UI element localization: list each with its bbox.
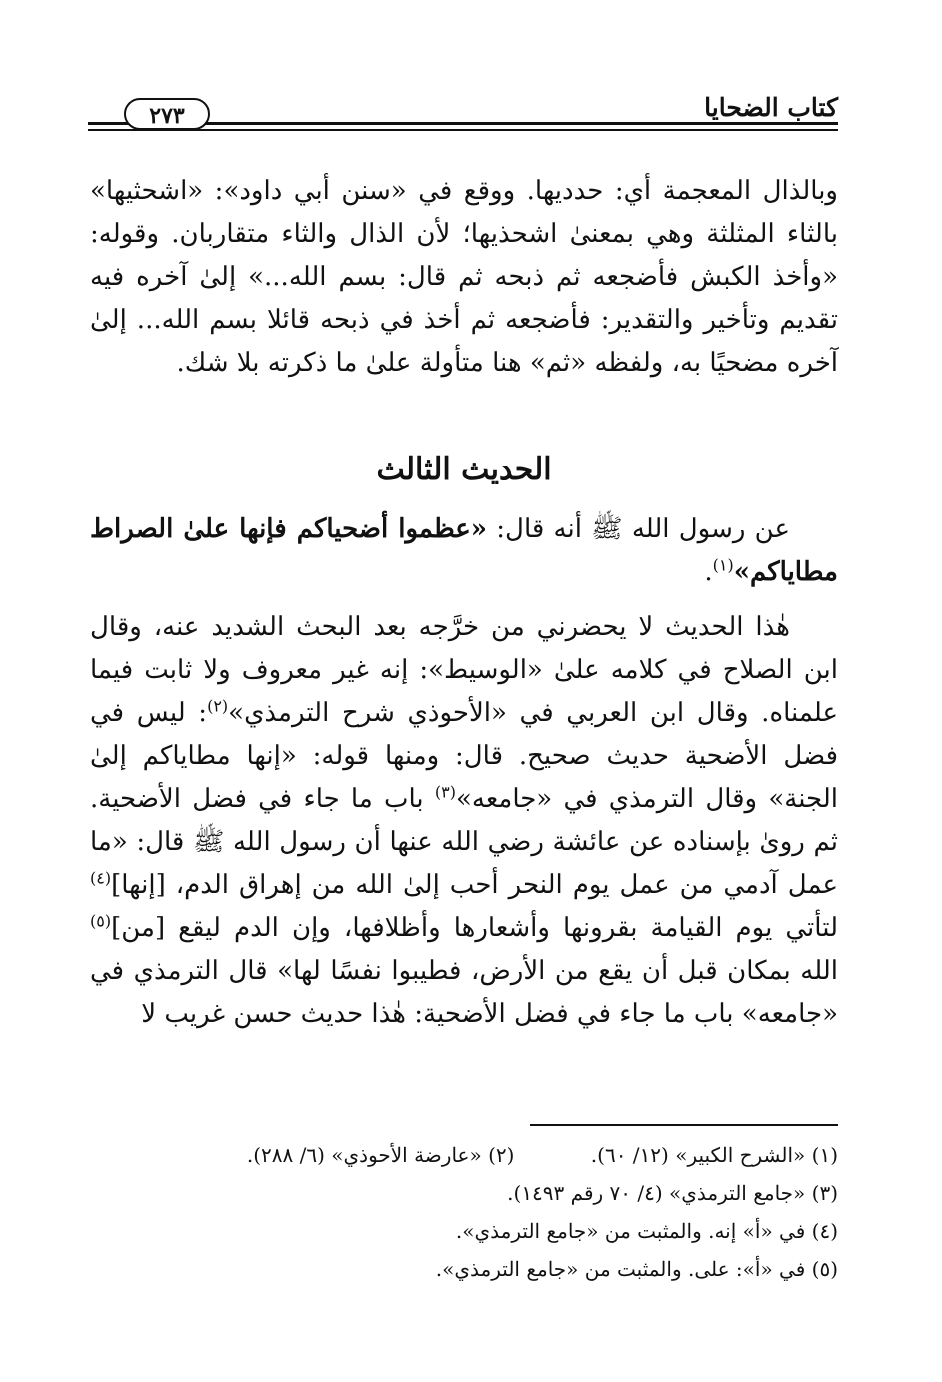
footnote-separator xyxy=(530,1124,838,1126)
footnote-ref-5: (٥) xyxy=(90,911,112,931)
footnote-ref-1: (١) xyxy=(712,555,734,575)
footnote-line-1-2 xyxy=(90,1136,838,1174)
paragraph-commentary xyxy=(90,606,838,1036)
section-heading: الحديث الثالث xyxy=(376,452,552,487)
footnotes xyxy=(90,1136,838,1288)
footnote-1: (١) «الشرح الكبير» (١٢/ ٦٠). xyxy=(590,1143,838,1167)
paragraph-hadith xyxy=(90,508,838,594)
paragraph-1: وبالذال المعجمة أي: حدديها. ووقع في «سنن أبي داود»: «اشحثيها» بالثاء المثلثة وهي بمعنىٰ اشحذيها؛ لأن الذال والثاء متقاربان. وقوله: «وأخذ الكبش فأضجعه ثم ذبحه ثم قال: بسم الله...» إلىٰ آخره فيه تقديم وتأخير والتقدير: فأضجعه ثم أخذ في ذبحه قائلا بسم الله... إلىٰ آخره مضحيًا به، ولفظه «ثم» هنا متأولة علىٰ ما ذكرته بلا شك. xyxy=(90,176,838,378)
commentary-part-d: لتأتي يوم القيامة بقرونها وأشعارها وأظلافها، وإن الدم ليقع [من] xyxy=(111,913,838,943)
commentary-part-c: باب ما جاء في فضل الأضحية. ثم روىٰ بإسناده عن عائشة رضي الله عنها أن رسول الله ﷺ قال: «ما عمل آدمي من عمل يوم النحر أحب إلىٰ الله من إهراق الدم، [إنها] xyxy=(90,784,838,900)
footnote-5: (٥) في «أ»: على. والمثبت من «جامع الترمذي». xyxy=(435,1257,838,1281)
hadith-text: «عظموا أضحياكم فإنها علىٰ الصراط مطاياكم» xyxy=(90,514,838,587)
hadith-end: . xyxy=(704,557,713,587)
footnote-ref-2: (٢) xyxy=(207,696,229,716)
footnote-3: (٣) «جامع الترمذي» (٤/ ٧٠ رقم ١٤٩٣). xyxy=(507,1181,838,1205)
footnote-4: (٤) في «أ» إنه. والمثبت من «جامع الترمذي». xyxy=(455,1219,838,1243)
header-rule-thin xyxy=(88,129,838,131)
footnote-2: (٢) «عارضة الأحوذي» (٦/ ٢٨٨). xyxy=(246,1143,515,1167)
footnote-ref-3: (٣) xyxy=(434,782,456,802)
page-number: ٢٧٣ xyxy=(124,98,210,130)
commentary-part-a: هٰذا الحديث لا يحضرني من خرَّجه بعد البحث الشديد عنه، وقال ابن الصلاح في كلامه علىٰ «الوسيط»: إنه غير معروف ولا ثابت فيما علمناه. وقال ابن العربي في «الأحوذي شرح الترمذي» xyxy=(90,612,838,728)
hadith-intro: عن رسول الله ﷺ أنه قال: xyxy=(487,514,790,544)
commentary-part-e: الله بمكان قبل أن يقع من الأرض، فطيبوا نفسًا لها» قال الترمذي في «جامعه» باب ما جاء في فضل الأضحية: هٰذا حديث حسن غريب لا xyxy=(90,956,838,1029)
footnote-ref-4: (٤) xyxy=(90,868,112,888)
page-header xyxy=(88,92,838,144)
commentary-part-b: : ليس في فضل الأضحية حديث صحيح. قال: ومنها قوله: «إنها مطاياكم إلىٰ الجنة» وقال الترمذي في «جامعه» xyxy=(90,698,838,814)
book-title: كتاب الضحايا xyxy=(704,93,838,122)
